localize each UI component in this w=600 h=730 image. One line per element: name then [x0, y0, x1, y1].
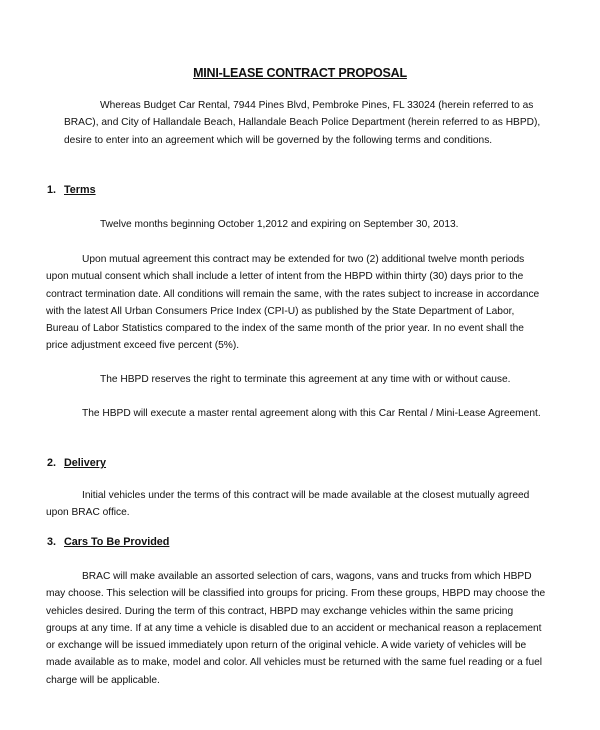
section-title: Delivery: [64, 457, 107, 469]
terms-paragraph-2: Upon mutual agreement this contract may be extended for two (2) additional twelve month periods upon mutual consent which shall include a letter of intent from the HBPD within thirty (30) days prior to the contract termination date. All conditions will remain the same, with the rates subject to increase in accordance with the latest All Urban Consumers Price Index (CPI-U) as published by the State Department of Labor, Bureau of Labor Statistics compared to the index of the same month of the prior year. In no event shall the price adjustment exceed five percent (5%).: [46, 254, 540, 352]
cars-paragraph: BRAC will make available an assorted selection of cars, wagons, vans and trucks from which HBPD may choose. This selection will be classified into groups for pricing. From these groups, HBPD may choose the vehicles desired. During the term of this contract, HBPD may exchange vehicles within the same pricing groups at any time. If at any time a vehicle is disabled due to an accident or mechanical reason a replacement or exchange will be issued immediately upon return of the original vehicle. A wide variety of vehicles will be made available as to make, model and color. All vehicles must be returned with the same fuel reading or a fuel charge will be applicable.: [46, 571, 546, 686]
delivery-paragraph: Initial vehicles under the terms of this contract will be made available at the closest mutually agreed upon BRAC office.: [46, 490, 530, 519]
terms-paragraph-1: Twelve months beginning October 1,2012 and expiring on September 30, 2013.: [100, 219, 459, 230]
section-heading-cars: [47, 536, 169, 548]
section-title: Terms: [64, 184, 96, 196]
section-title: Cars To Be Provided: [64, 536, 170, 548]
terms-paragraph-4: The HBPD will execute a master rental agreement along with this Car Rental / Mini-Lease Agreement.: [82, 408, 541, 419]
intro-paragraph: Whereas Budget Car Rental, 7944 Pines Blvd, Pembroke Pines, FL 33024 (herein referred to as BRAC), and City of Hallandale Beach, Hallandale Beach Police Department (herein referred to as HBPD), desire to enter into an agreement which will be governed by the following terms and conditions.: [64, 100, 541, 146]
section-number: 2.: [47, 457, 57, 469]
section-heading-delivery: [47, 457, 106, 469]
section-number: 3.: [47, 536, 57, 548]
section-number: 1.: [47, 184, 57, 196]
terms-paragraph-3: The HBPD reserves the right to terminate this agreement at any time with or without cause.: [100, 374, 511, 385]
document-title: MINI-LEASE CONTRACT PROPOSAL: [193, 66, 407, 80]
section-heading-terms: [47, 184, 96, 196]
